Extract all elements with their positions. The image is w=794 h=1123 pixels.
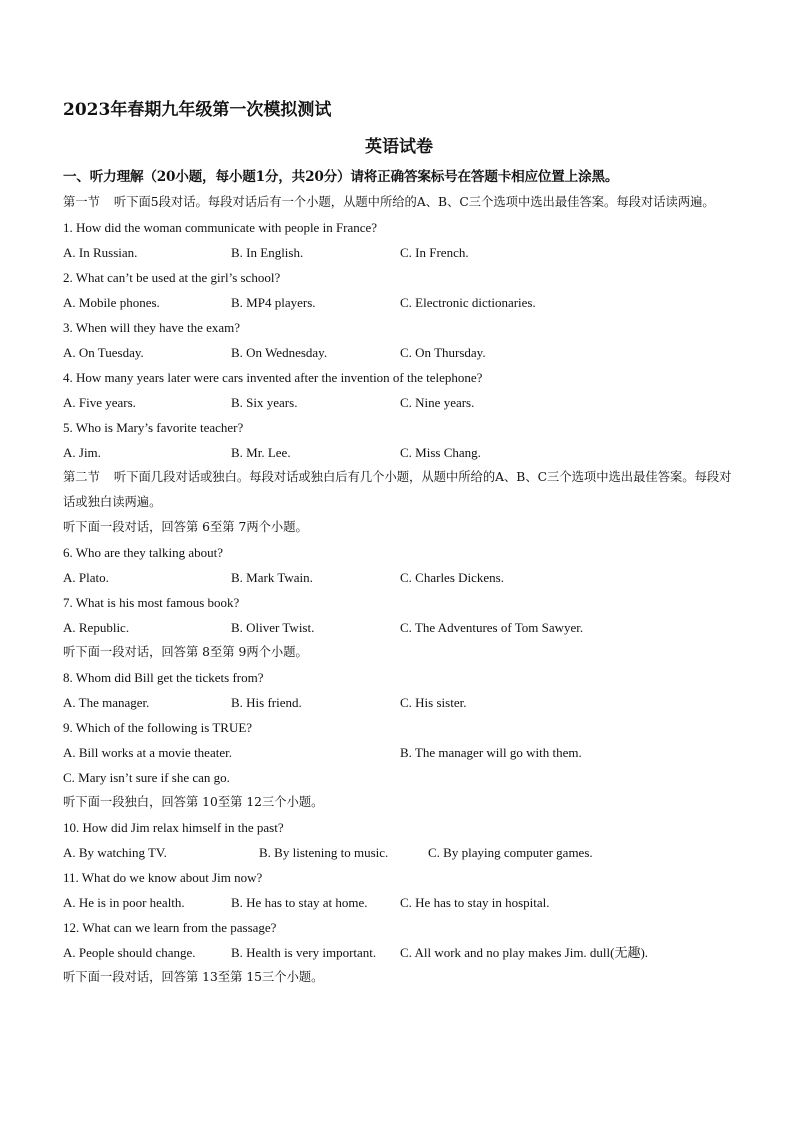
question: 2. What can’t be used at the girl’s school?: [63, 270, 281, 285]
option-c: C. The Adventures of Tom Sawyer.: [400, 620, 584, 635]
dialogue-instruction: 听下面一段对话，回答第 8至第 9两个小题。: [63, 645, 308, 659]
exam-page: [63, 94, 735, 990]
option-b: B. On Wednesday.: [231, 345, 328, 360]
options-row: [63, 240, 735, 265]
option-a: A. He is in poor health.: [63, 895, 185, 910]
option-a: A. Jim.: [63, 445, 101, 460]
options-row: [63, 615, 735, 640]
monologue-instruction: 听下面一段独白，回答第 10至第 12三个小题。: [63, 795, 324, 809]
part1-label: 第一节: [63, 195, 100, 209]
options-row: [63, 565, 735, 590]
question: 9. Which of the following is TRUE?: [63, 720, 253, 735]
options-row: [63, 290, 735, 315]
option-a: A. By watching TV.: [63, 845, 167, 860]
option-c: C. Nine years.: [400, 395, 475, 410]
question: 8. Whom did Bill get the tickets from?: [63, 670, 264, 685]
part2-label: 第二节: [63, 470, 100, 484]
question: 6. Who are they talking about?: [63, 545, 224, 560]
option-c: C. His sister.: [400, 695, 467, 710]
options-row: [63, 440, 735, 465]
options-row: [63, 740, 735, 765]
option-b: B. MP4 players.: [231, 295, 316, 310]
option-c: C. Electronic dictionaries.: [400, 295, 536, 310]
question: 4. How many years later were cars invented after the invention of the telephone?: [63, 370, 483, 385]
option-a: A. Republic.: [63, 620, 130, 635]
option-b: B. In English.: [231, 245, 304, 260]
option-b: B. The manager will go with them.: [400, 745, 582, 760]
option-b: B. Oliver Twist.: [231, 620, 315, 635]
option-c: C. Mary isn’t sure if she can go.: [63, 770, 230, 785]
option-a: A. The manager.: [63, 695, 150, 710]
option-a: A. In Russian.: [63, 245, 138, 260]
section-heading: 一、听力理解（20小题，每小题1分，共20分）请将正确答案标号在答题卡相应位置上涂黑。: [63, 169, 619, 185]
question: 5. Who is Mary’s favorite teacher?: [63, 420, 244, 435]
option-b: B. Health is very important.: [231, 945, 377, 960]
option-b: B. By listening to music.: [259, 845, 389, 860]
exam-subtitle: 英语试卷: [365, 137, 433, 157]
question: 10. How did Jim relax himself in the past?: [63, 820, 284, 835]
option-a: A. Mobile phones.: [63, 295, 160, 310]
options-row: [63, 340, 735, 365]
options-row: [63, 940, 735, 965]
option-a: A. Five years.: [63, 395, 136, 410]
question: 11. What do we know about Jim now?: [63, 870, 263, 885]
part1-instructions: [63, 190, 735, 215]
question: 1. How did the woman communicate with people in France?: [63, 220, 378, 235]
option-b: B. He has to stay at home.: [231, 895, 368, 910]
option-c: C. By playing computer games.: [428, 845, 593, 860]
dialogue-instruction: 听下面一段对话，回答第 6至第 7两个小题。: [63, 520, 308, 534]
question: 7. What is his most famous book?: [63, 595, 240, 610]
option-c: C. In French.: [400, 245, 469, 260]
dialogue-instruction: 听下面一段对话，回答第 13至第 15三个小题。: [63, 970, 324, 984]
option-a: A. On Tuesday.: [63, 345, 144, 360]
options-row: [63, 390, 735, 415]
question: 12. What can we learn from the passage?: [63, 920, 277, 935]
option-a: A. Plato.: [63, 570, 109, 585]
option-c: C. He has to stay in hospital.: [400, 895, 550, 910]
part2-instructions: [63, 465, 735, 515]
question: 3. When will they have the exam?: [63, 320, 241, 335]
part2-text: 听下面几段对话或独白。每段对话或独白后有几个小题，从题中所给的A、B、C三个选项中选出最佳答案。每段对话或独白读两遍。: [63, 470, 732, 509]
option-b: B. Mr. Lee.: [231, 445, 291, 460]
options-row: [63, 890, 735, 915]
option-b: B. His friend.: [231, 695, 302, 710]
option-a: A. People should change.: [63, 945, 196, 960]
option-c: C. Charles Dickens.: [400, 570, 504, 585]
part1-text: 听下面5段对话。每段对话后有一个小题，从题中所给的A、B、C三个选项中选出最佳答案。每段对话读两遍。: [113, 195, 715, 209]
option-c: C. All work and no play makes Jim. dull(无趣).: [400, 945, 649, 960]
exam-title: 2023年春期九年级第一次模拟测试: [63, 100, 332, 120]
options-row: [63, 840, 735, 865]
option-b: B. Six years.: [231, 395, 298, 410]
option-c: C. Miss Chang.: [400, 445, 481, 460]
option-c: C. On Thursday.: [400, 345, 486, 360]
option-a: A. Bill works at a movie theater.: [63, 745, 232, 760]
options-row: [63, 690, 735, 715]
option-b: B. Mark Twain.: [231, 570, 313, 585]
